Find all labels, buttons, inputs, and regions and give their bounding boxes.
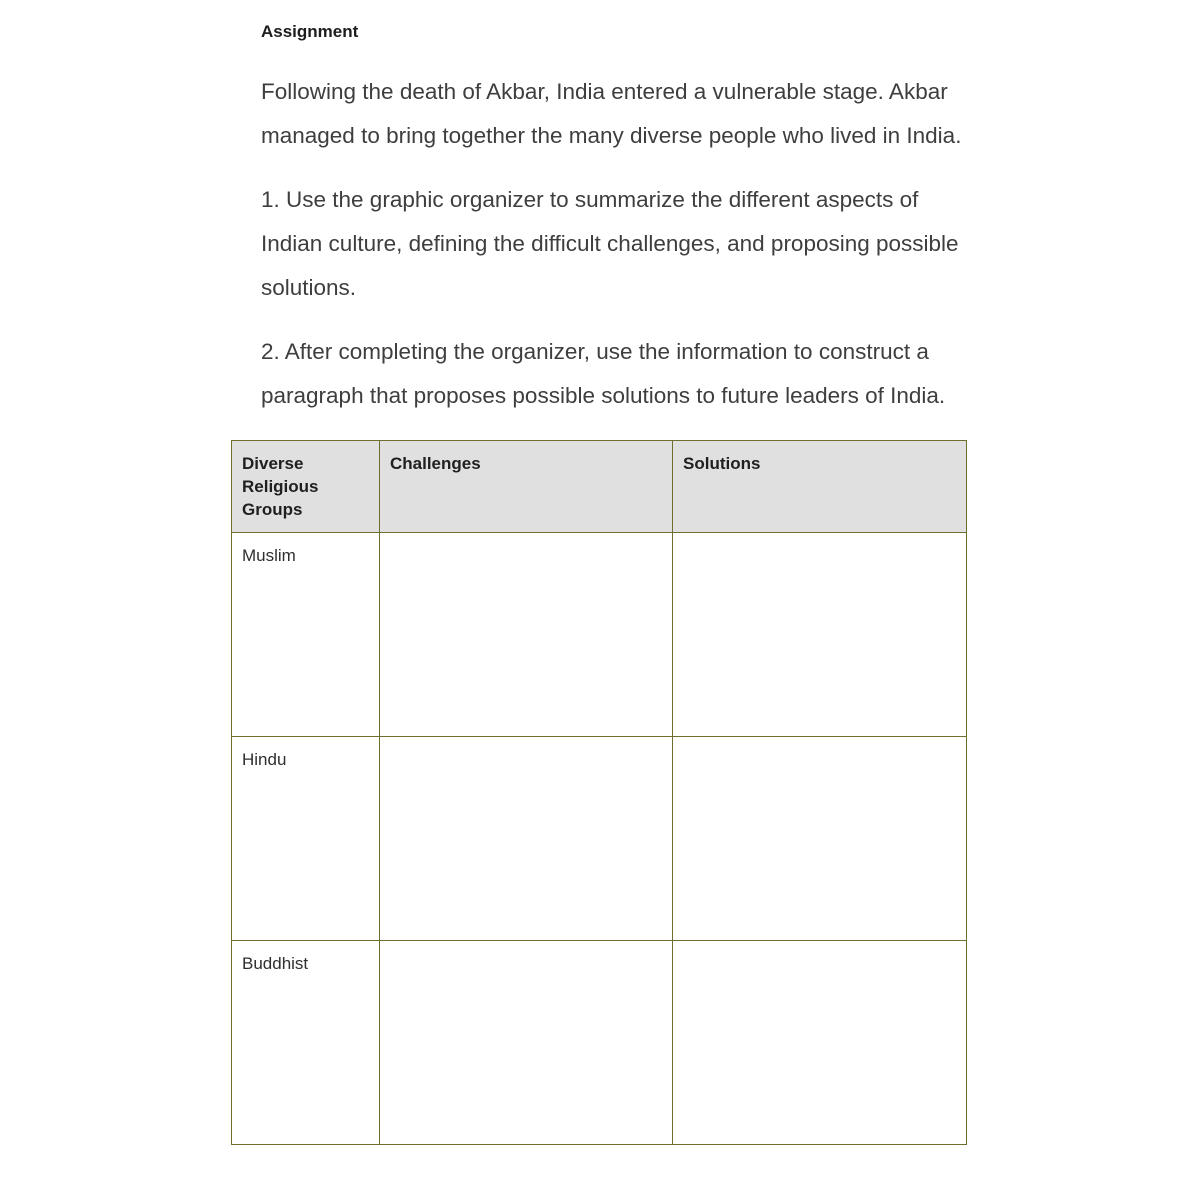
challenges-cell-hindu	[380, 737, 673, 941]
group-cell-muslim: Muslim	[232, 533, 380, 737]
instruction-step-1: 1. Use the graphic organizer to summarize the different aspects of Indian culture, defining the difficult challenges, and proposing possible solutions.	[261, 187, 959, 300]
table-header-row	[232, 441, 967, 533]
table-row	[232, 533, 967, 737]
group-cell-hindu: Hindu	[232, 737, 380, 941]
table-row	[232, 941, 967, 1145]
group-cell-buddhist: Buddhist	[232, 941, 380, 1145]
header-challenges: Challenges	[380, 441, 673, 533]
challenges-cell-muslim	[380, 533, 673, 737]
solutions-cell-hindu	[673, 737, 967, 941]
assignment-text-column	[231, 22, 971, 418]
header-diverse-religious-groups: Diverse Religious Groups	[232, 441, 380, 533]
solutions-cell-buddhist	[673, 941, 967, 1145]
header-solutions: Solutions	[673, 441, 967, 533]
instruction-step-2: 2. After completing the organizer, use the information to construct a paragraph that proposes possible solutions to future leaders of India.	[261, 339, 946, 408]
solutions-cell-muslim	[673, 533, 967, 737]
assignment-heading: Assignment	[261, 22, 359, 41]
table-row	[232, 737, 967, 941]
challenges-cell-buddhist	[380, 941, 673, 1145]
intro-paragraph: Following the death of Akbar, India entered a vulnerable stage. Akbar managed to bring together the many diverse people who lived in India.	[261, 79, 962, 148]
graphic-organizer-table	[231, 440, 967, 1145]
